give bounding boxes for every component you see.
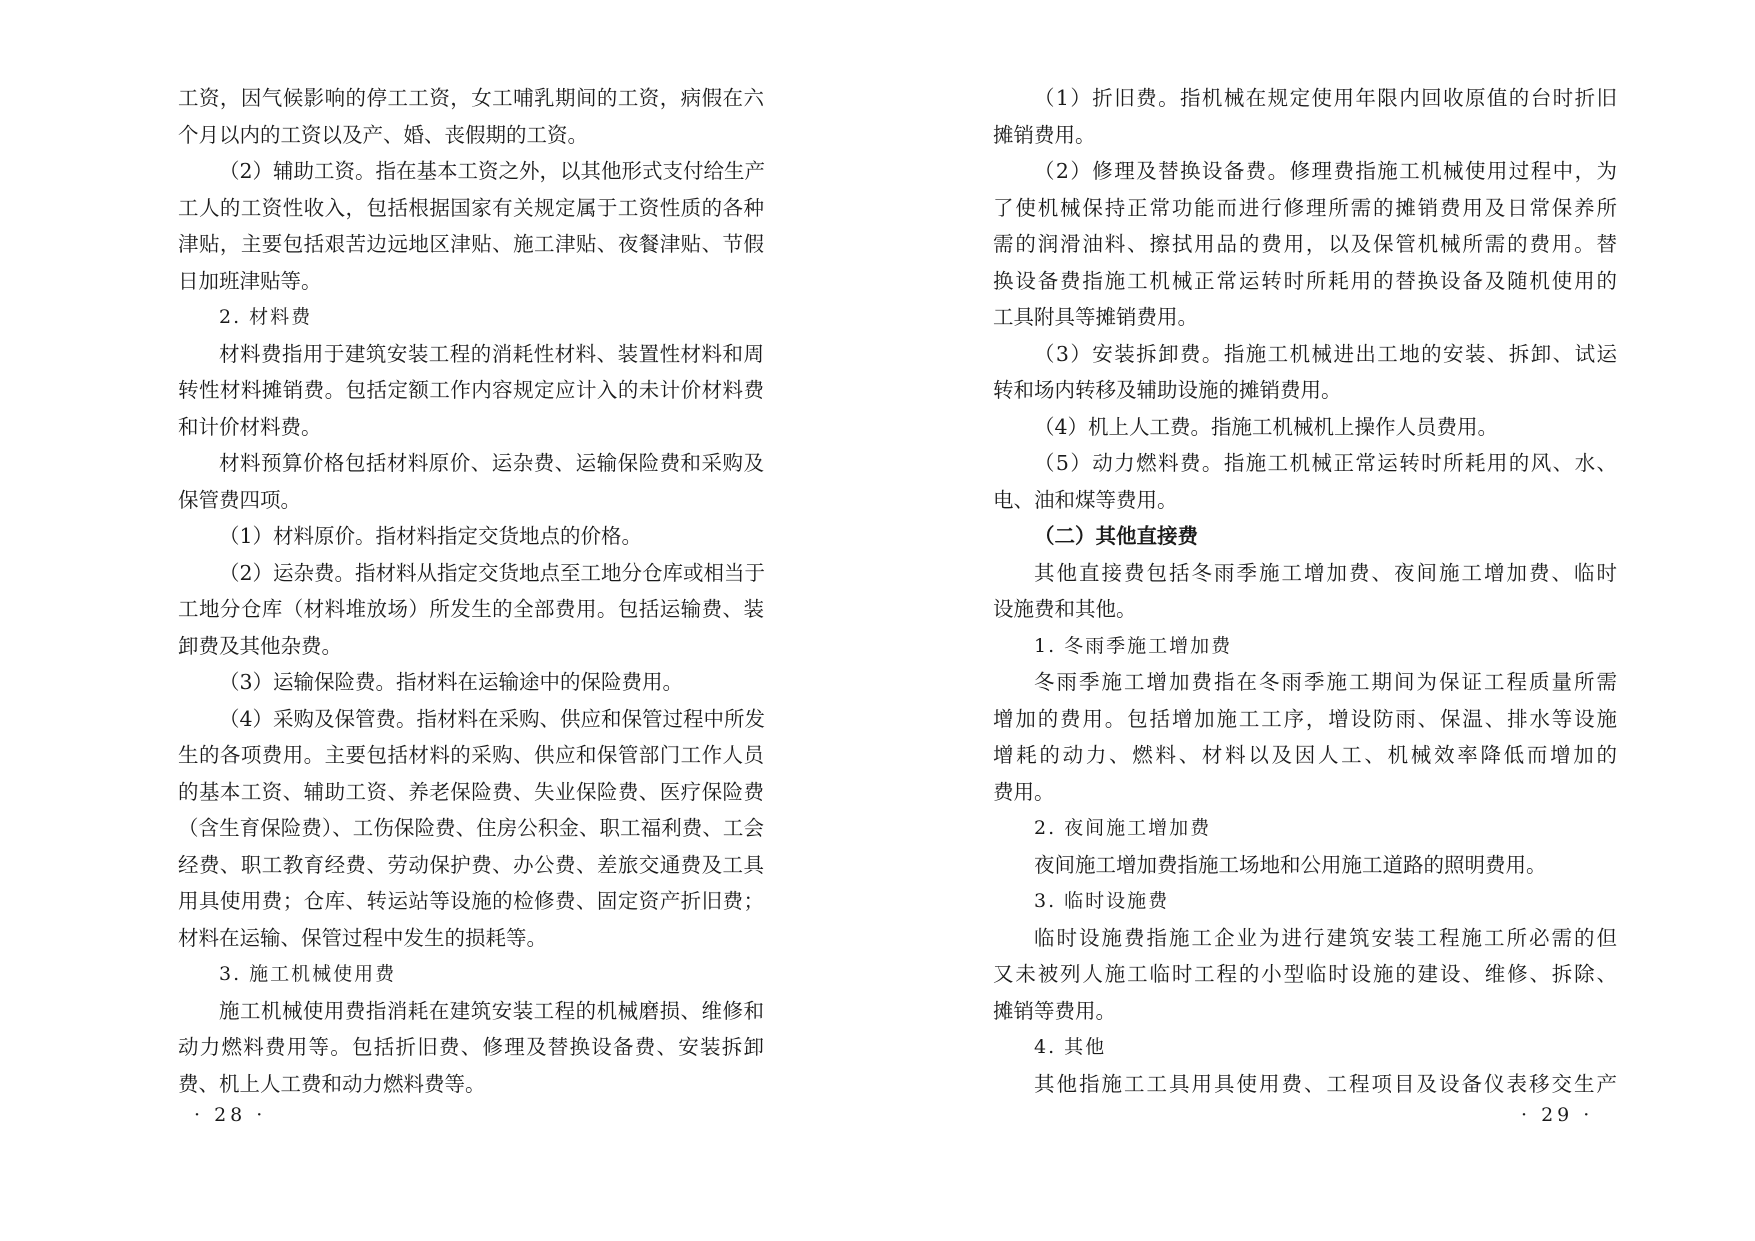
section-heading: 1. 冬雨季施工增加费	[1034, 634, 1233, 657]
text-line: 费、机上人工费和动力燃料费等。	[178, 1071, 486, 1096]
text-line: （3）运输保险费。指材料在运输途中的保险费用。	[219, 670, 684, 694]
text-line: 生的各项费用。主要包括材料的采购、供应和保管部门工作人员	[178, 743, 764, 767]
text-line: 费用。	[993, 779, 1055, 804]
text-line: 的基本工资、辅助工资、养老保险费、失业保险费、医疗保险费	[178, 779, 764, 804]
text-line: （2）辅助工资。指在基本工资之外，以其他形式支付给生产	[219, 159, 766, 183]
text-line: 增加的费用。包括增加施工工序，增设防雨、保温、排水等设施	[993, 706, 1617, 731]
text-line: 工具附具等摊销费用。	[993, 305, 1198, 329]
text-line: 转性材料摊销费。包括定额工作内容规定应计入的未计价材料费	[178, 378, 764, 402]
text-line: 动力燃料费用等。包括折旧费、修理及替换设备费、安装拆卸	[178, 1035, 764, 1059]
text-line: 又未被列人施工临时工程的小型临时设施的建设、维修、拆除、	[993, 962, 1617, 986]
text-line: 个月以内的工资以及产、婚、丧假期的工资。	[178, 122, 588, 147]
left-page-text	[178, 0, 764, 1102]
text-line: 工地分仓库（材料堆放场）所发生的全部费用。包括运输费、装	[178, 597, 764, 621]
text-line: 增耗的动力、燃料、材料以及因人工、机械效率降低而增加的	[993, 743, 1617, 767]
text-line: （4）采购及保管费。指材料在采购、供应和保管过程中所发	[219, 706, 766, 731]
text-line: 材料在运输、保管过程中发生的损耗等。	[178, 925, 547, 950]
section-heading: 2. 材料费	[219, 306, 313, 328]
text-line: 保管费四项。	[178, 487, 301, 512]
text-line: 其他直接费包括冬雨季施工增加费、夜间施工增加费、临时	[1034, 560, 1617, 585]
text-line: （1）折旧费。指机械在规定使用年限内回收原值的台时折旧	[1034, 86, 1617, 110]
text-line: 材料预算价格包括材料原价、运杂费、运输保险费和采购及	[219, 451, 764, 475]
right-page-text	[993, 0, 1617, 1102]
section-heading: 3. 临时设施费	[1034, 890, 1170, 912]
text-line: 其他指施工工具用具使用费、工程项目及设备仪表移交生产	[1034, 1071, 1617, 1096]
text-line: 工人的工资性收入，包括根据国家有关规定属于工资性质的各种	[178, 195, 764, 220]
text-line: 日加班津贴等。	[178, 268, 322, 293]
text-line: 夜间施工增加费指施工场地和公用施工道路的照明费用。	[1034, 852, 1547, 877]
text-line: 工资，因气候影响的停工工资，女工哺乳期间的工资，病假在六	[178, 86, 764, 110]
text-line: 了使机械保持正常功能而进行修理所需的摊销费用及日常保养所	[993, 195, 1617, 220]
text-line: 冬雨季施工增加费指在冬雨季施工期间为保证工程质量所需	[1034, 670, 1617, 694]
text-line: 津贴，主要包括艰苦边远地区津贴、施工津贴、夜餐津贴、节假	[178, 232, 764, 256]
text-line: （3）安装拆卸费。指施工机械进出工地的安装、拆卸、试运	[1034, 341, 1617, 366]
subsection-heading: （二）其他直接费	[1034, 524, 1198, 548]
text-line: （含生育保险费）、工伤保险费、住房公积金、职工福利费、工会	[178, 816, 764, 840]
text-line: 电、油和煤等费用。	[993, 487, 1178, 512]
text-line: （1）材料原价。指材料指定交货地点的价格。	[219, 524, 643, 548]
text-line: 摊销等费用。	[993, 998, 1116, 1023]
text-line: 摊销费用。	[993, 122, 1096, 147]
text-line: （2）修理及替换设备费。修理费指施工机械使用过程中，为	[1034, 159, 1617, 183]
section-heading: 4. 其他	[1034, 1036, 1107, 1058]
text-line: 和计价材料费。	[178, 414, 322, 439]
text-line: 设施费和其他。	[993, 597, 1137, 621]
text-line: （2）运杂费。指材料从指定交货地点至工地分仓库或相当于	[219, 560, 766, 585]
page-number-left: · 28 ·	[194, 1104, 267, 1126]
text-line: 换设备费指施工机械正常运转时所耗用的替换设备及随机使用的	[993, 268, 1617, 293]
text-line: 转和场内转移及辅助设施的摊销费用。	[993, 378, 1342, 402]
text-line: 材料费指用于建筑安装工程的消耗性材料、装置性材料和周	[219, 341, 764, 366]
section-heading: 2. 夜间施工增加费	[1034, 817, 1212, 839]
text-line: 卸费及其他杂费。	[178, 633, 342, 658]
text-line: （5）动力燃料费。指施工机械正常运转时所耗用的风、水、	[1034, 451, 1617, 475]
text-line: 施工机械使用费指消耗在建筑安装工程的机械磨损、维修和	[219, 998, 764, 1023]
page-number-right: · 29 ·	[1521, 1104, 1594, 1126]
text-line: 临时设施费指施工企业为进行建筑安装工程施工所必需的但	[1034, 925, 1617, 950]
text-line: 需的润滑油料、擦拭用品的费用，以及保管机械所需的费用。替	[993, 232, 1617, 256]
right-page	[993, 0, 1617, 1102]
text-line: 用具使用费；仓库、转运站等设施的检修费、固定资产折旧费；	[178, 889, 764, 913]
text-line: 经费、职工教育经费、劳动保护费、办公费、差旅交通费及工具	[178, 852, 764, 877]
left-page	[178, 0, 764, 1102]
text-line: （4）机上人工费。指施工机械机上操作人员费用。	[1034, 414, 1499, 439]
section-heading: 3. 施工机械使用费	[219, 963, 397, 985]
